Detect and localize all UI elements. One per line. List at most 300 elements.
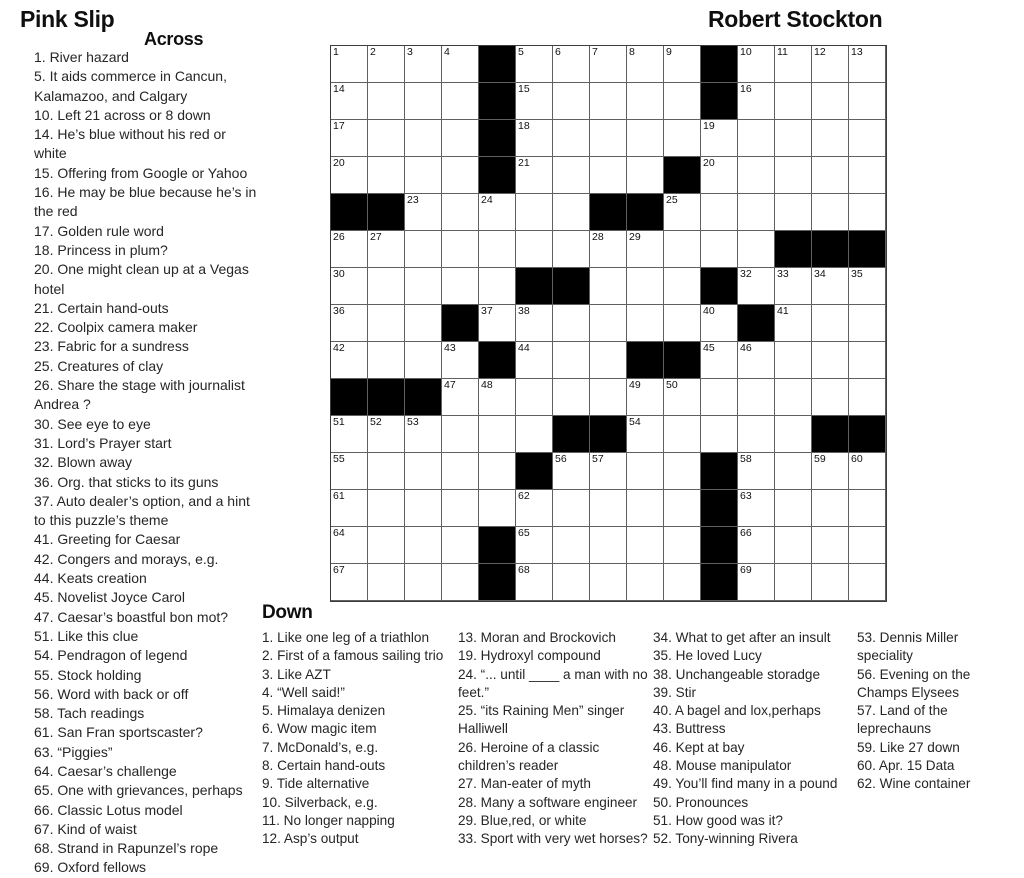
grid-cell-number: 54 (629, 416, 641, 428)
grid-cell-r9c0-black (331, 379, 368, 416)
grid-cell-r4c2[interactable] (405, 194, 442, 231)
grid-cell-r9c9[interactable] (664, 379, 701, 416)
grid-cell-r0c0[interactable] (331, 46, 368, 83)
grid-cell-r8c0[interactable] (331, 342, 368, 379)
down-clue-46: 46. Kept at bay (653, 739, 745, 755)
across-clue-17: 17. Golden rule word (34, 222, 164, 239)
grid-cell-r4c12[interactable] (775, 194, 812, 231)
grid-cell-r4c5[interactable] (516, 194, 553, 231)
grid-cell-r12c10-black (701, 490, 738, 527)
grid-cell-r9c8[interactable] (627, 379, 664, 416)
grid-cell-r4c6[interactable] (553, 194, 590, 231)
grid-cell-r1c7[interactable] (590, 83, 627, 120)
grid-cell-r13c3[interactable] (442, 527, 479, 564)
grid-cell-r2c14[interactable] (849, 120, 886, 157)
grid-cell-r10c0[interactable] (331, 416, 368, 453)
grid-cell-r0c12[interactable] (775, 46, 812, 83)
grid-cell-r2c8[interactable] (627, 120, 664, 157)
across-clue-44: 44. Keats creation (34, 570, 147, 587)
grid-cell-r6c5-black (516, 268, 553, 305)
grid-cell-r14c6[interactable] (553, 564, 590, 601)
grid-cell-r2c11[interactable] (738, 120, 775, 157)
grid-cell-r11c11[interactable] (738, 453, 775, 490)
grid-cell-r5c4[interactable] (479, 231, 516, 268)
across-clue-22: 22. Coolpix camera maker (34, 319, 198, 336)
grid-cell-r11c8[interactable] (627, 453, 664, 490)
grid-cell-number: 13 (851, 46, 863, 58)
grid-cell-r6c2[interactable] (405, 268, 442, 305)
down-clue-1: 1. Like one leg of a triathlon (262, 630, 430, 645)
grid-cell-r5c0[interactable] (331, 231, 368, 268)
grid-cell-r0c9[interactable] (664, 46, 701, 83)
grid-cell-r12c11[interactable] (738, 490, 775, 527)
grid-cell-number: 30 (333, 268, 345, 280)
grid-cell-r11c4[interactable] (479, 453, 516, 490)
across-clue-63: 63. “Piggies” (34, 743, 113, 760)
grid-cell-r7c9[interactable] (664, 305, 701, 342)
grid-cell-r11c13[interactable] (812, 453, 849, 490)
grid-cell-r11c14[interactable] (849, 453, 886, 490)
grid-cell-r3c11[interactable] (738, 157, 775, 194)
grid-cell-r11c7[interactable] (590, 453, 627, 490)
down-clue-57: 57. Land of the leprechauns (857, 703, 948, 737)
grid-cell-r0c2[interactable] (405, 46, 442, 83)
grid-cell-r1c2[interactable] (405, 83, 442, 120)
grid-cell-r3c4-black (479, 157, 516, 194)
grid-cell-r11c10-black (701, 453, 738, 490)
grid-cell-r4c9[interactable] (664, 194, 701, 231)
grid-cell-r14c5[interactable] (516, 564, 553, 601)
grid-cell-r12c6[interactable] (553, 490, 590, 527)
across-clue-21: 21. Certain hand-outs (34, 299, 169, 316)
grid-cell-r8c11[interactable] (738, 342, 775, 379)
grid-cell-r10c6-black (553, 416, 590, 453)
grid-cell-r8c4-black (479, 342, 516, 379)
grid-cell-r3c0[interactable] (331, 157, 368, 194)
across-clue-10: 10. Left 21 across or 8 down (34, 106, 211, 123)
grid-cell-number: 8 (629, 46, 635, 58)
down-clue-60: 60. Apr. 15 Data (857, 758, 955, 774)
across-clue-37: 37. Auto dealer’s option, and a hint to this puzzle’s theme (34, 492, 250, 529)
grid-cell-number: 6 (555, 46, 561, 58)
grid-cell-r3c7[interactable] (590, 157, 627, 194)
grid-cell-r3c14[interactable] (849, 157, 886, 194)
grid-cell-r13c8[interactable] (627, 527, 664, 564)
grid-cell-number: 33 (777, 268, 789, 280)
grid-cell-r8c2[interactable] (405, 342, 442, 379)
grid-cell-r1c6[interactable] (553, 83, 590, 120)
grid-cell-r6c14[interactable] (849, 268, 886, 305)
grid-cell-r14c7[interactable] (590, 564, 627, 601)
grid-cell-r9c14[interactable] (849, 379, 886, 416)
grid-cell-r6c8[interactable] (627, 268, 664, 305)
grid-cell-r8c6[interactable] (553, 342, 590, 379)
grid-cell-r12c12[interactable] (775, 490, 812, 527)
grid-cell-r14c14[interactable] (849, 564, 886, 601)
grid-cell-r7c1[interactable] (368, 305, 405, 342)
grid-cell-r6c9[interactable] (664, 268, 701, 305)
grid-cell-number: 20 (333, 157, 345, 169)
grid-cell-r1c14[interactable] (849, 83, 886, 120)
grid-cell-r12c0[interactable] (331, 490, 368, 527)
grid-cell-number: 9 (666, 46, 672, 58)
grid-cell-r6c0[interactable] (331, 268, 368, 305)
grid-cell-r6c12[interactable] (775, 268, 812, 305)
grid-cell-r12c2[interactable] (405, 490, 442, 527)
grid-cell-number: 52 (370, 416, 382, 428)
grid-cell-r12c13[interactable] (812, 490, 849, 527)
down-clue-5: 5. Himalaya denizen (262, 703, 386, 719)
grid-cell-r7c3-black (442, 305, 479, 342)
grid-cell-r11c3[interactable] (442, 453, 479, 490)
grid-cell-r1c8[interactable] (627, 83, 664, 120)
grid-cell-r7c13[interactable] (812, 305, 849, 342)
down-clue-19: 19. Hydroxyl compound (458, 648, 601, 664)
grid-cell-r14c13[interactable] (812, 564, 849, 601)
grid-cell-number: 46 (740, 342, 752, 354)
grid-cell-r0c5[interactable] (516, 46, 553, 83)
grid-cell-r8c7[interactable] (590, 342, 627, 379)
grid-cell-r6c7[interactable] (590, 268, 627, 305)
grid-cell-r9c13[interactable] (812, 379, 849, 416)
grid-cell-r3c5[interactable] (516, 157, 553, 194)
grid-cell-r5c6[interactable] (553, 231, 590, 268)
across-clue-25: 25. Creatures of clay (34, 357, 164, 374)
grid-cell-r2c1[interactable] (368, 120, 405, 157)
grid-cell-r3c6[interactable] (553, 157, 590, 194)
grid-cell-r0c6[interactable] (553, 46, 590, 83)
grid-cell-r1c12[interactable] (775, 83, 812, 120)
grid-cell-r6c1[interactable] (368, 268, 405, 305)
grid-cell-r3c10[interactable] (701, 157, 738, 194)
grid-cell-r14c11[interactable] (738, 564, 775, 601)
grid-cell-r12c7[interactable] (590, 490, 627, 527)
across-clue-61: 61. San Fran sportscaster? (34, 724, 203, 741)
grid-cell-r9c5[interactable] (516, 379, 553, 416)
grid-cell-r13c0[interactable] (331, 527, 368, 564)
grid-cell-r5c1[interactable] (368, 231, 405, 268)
grid-cell-r8c1[interactable] (368, 342, 405, 379)
grid-cell-r1c9[interactable] (664, 83, 701, 120)
grid-cell-r9c7[interactable] (590, 379, 627, 416)
across-clue-68: 68. Strand in Rapunzel’s rope (34, 840, 219, 857)
down-heading: Down (262, 602, 313, 623)
grid-cell-number: 64 (333, 527, 345, 539)
grid-cell-r14c3[interactable] (442, 564, 479, 601)
grid-cell-r9c12[interactable] (775, 379, 812, 416)
grid-cell-number: 68 (518, 564, 530, 576)
grid-cell-r2c6[interactable] (553, 120, 590, 157)
grid-cell-number: 49 (629, 379, 641, 391)
grid-cell-r12c1[interactable] (368, 490, 405, 527)
grid-cell-r11c1[interactable] (368, 453, 405, 490)
grid-cell-number: 15 (518, 83, 530, 95)
grid-cell-r2c3[interactable] (442, 120, 479, 157)
grid-cell-r0c7[interactable] (590, 46, 627, 83)
grid-cell-r6c13[interactable] (812, 268, 849, 305)
grid-cell-r0c8[interactable] (627, 46, 664, 83)
across-clue-15: 15. Offering from Google or Yahoo (34, 164, 248, 181)
grid-cell-r3c8[interactable] (627, 157, 664, 194)
grid-cell-number: 2 (370, 46, 376, 58)
down-clue-6: 6. Wow magic item (262, 721, 377, 737)
grid-cell-r8c12[interactable] (775, 342, 812, 379)
grid-cell-r1c1[interactable] (368, 83, 405, 120)
grid-cell-r10c5[interactable] (516, 416, 553, 453)
across-clue-16: 16. He may be blue because he’s in the red (34, 184, 257, 220)
grid-cell-r2c10[interactable] (701, 120, 738, 157)
across-clue-45: 45. Novelist Joyce Carol (34, 589, 185, 606)
down-clue-25: 25. “its Raining Men” singer Halliwell (458, 703, 625, 737)
grid-cell-r14c10-black (701, 564, 738, 601)
grid-cell-r7c4[interactable] (479, 305, 516, 342)
across-clue-5: 5. It aids commerce in Cancun, Kalamazoo, and Calgary (34, 68, 227, 104)
grid-cell-r4c8-black (627, 194, 664, 231)
grid-cell-r4c10[interactable] (701, 194, 738, 231)
grid-cell-r14c9[interactable] (664, 564, 701, 601)
crossword-grid (330, 45, 887, 602)
grid-cell-r1c0[interactable] (331, 83, 368, 120)
grid-cell-r3c2[interactable] (405, 157, 442, 194)
grid-cell-r4c3[interactable] (442, 194, 479, 231)
grid-cell-number: 55 (333, 453, 345, 465)
grid-cell-r5c12-black (775, 231, 812, 268)
grid-cell-r5c8[interactable] (627, 231, 664, 268)
grid-cell-r5c5[interactable] (516, 231, 553, 268)
grid-cell-r2c4-black (479, 120, 516, 157)
grid-cell-r13c5[interactable] (516, 527, 553, 564)
down-clue-26: 26. Heroine of a classic children’s reader (458, 739, 600, 774)
grid-cell-r6c6-black (553, 268, 590, 305)
grid-cell-r13c9[interactable] (664, 527, 701, 564)
down-clue-29: 29. Blue,red, or white (458, 812, 587, 828)
grid-cell-number: 48 (481, 379, 493, 391)
grid-cell-r14c4-black (479, 564, 516, 601)
grid-cell-r13c7[interactable] (590, 527, 627, 564)
grid-cell-r6c10-black (701, 268, 738, 305)
grid-cell-r2c5[interactable] (516, 120, 553, 157)
grid-cell-r4c13[interactable] (812, 194, 849, 231)
grid-cell-number: 3 (407, 46, 413, 58)
grid-cell-number: 37 (481, 305, 493, 317)
grid-cell-r11c2[interactable] (405, 453, 442, 490)
grid-cell-r0c13[interactable] (812, 46, 849, 83)
grid-cell-number: 19 (703, 120, 715, 132)
grid-cell-r13c14[interactable] (849, 527, 886, 564)
grid-cell-r5c10[interactable] (701, 231, 738, 268)
down-clue-column-4 (857, 629, 1003, 794)
grid-cell-r8c9-black (664, 342, 701, 379)
grid-cell-r8c13[interactable] (812, 342, 849, 379)
grid-cell-r1c11[interactable] (738, 83, 775, 120)
grid-cell-r11c6[interactable] (553, 453, 590, 490)
grid-cell-number: 51 (333, 416, 345, 428)
grid-cell-r7c10[interactable] (701, 305, 738, 342)
grid-cell-r4c14[interactable] (849, 194, 886, 231)
across-clue-23: 23. Fabric for a sundress (34, 338, 189, 355)
grid-cell-r7c14[interactable] (849, 305, 886, 342)
grid-cell-number: 65 (518, 527, 530, 539)
grid-cell-number: 60 (851, 453, 863, 465)
grid-cell-r10c9[interactable] (664, 416, 701, 453)
grid-cell-r2c12[interactable] (775, 120, 812, 157)
across-clue-65: 65. One with grievances, perhaps (34, 782, 243, 799)
grid-cell-r13c1[interactable] (368, 527, 405, 564)
across-clue-18: 18. Princess in plum? (34, 241, 168, 258)
grid-cell-r9c3[interactable] (442, 379, 479, 416)
across-clue-69: 69. Oxford fellows (34, 859, 147, 876)
down-clue-62: 62. Wine container (857, 776, 971, 792)
grid-cell-r13c6[interactable] (553, 527, 590, 564)
grid-cell-r10c2[interactable] (405, 416, 442, 453)
grid-cell-r7c8[interactable] (627, 305, 664, 342)
grid-cell-r0c4-black (479, 46, 516, 83)
grid-cell-r10c1[interactable] (368, 416, 405, 453)
grid-cell-r11c0[interactable] (331, 453, 368, 490)
across-clue-64: 64. Caesar’s challenge (34, 762, 177, 779)
grid-cell-r8c10[interactable] (701, 342, 738, 379)
grid-cell-r11c9[interactable] (664, 453, 701, 490)
grid-cell-r8c8-black (627, 342, 664, 379)
grid-cell-r9c6[interactable] (553, 379, 590, 416)
across-clue-14: 14. He’s blue without his red or white (34, 126, 226, 162)
across-clue-51: 51. Like this clue (34, 627, 139, 644)
grid-cell-r3c3[interactable] (442, 157, 479, 194)
grid-cell-number: 24 (481, 194, 493, 206)
grid-cell-number: 41 (777, 305, 789, 317)
grid-cell-r0c1[interactable] (368, 46, 405, 83)
grid-cell-r12c8[interactable] (627, 490, 664, 527)
down-clue-28: 28. Many a software engineer (458, 794, 638, 810)
down-clue-59: 59. Like 27 down (857, 739, 960, 755)
grid-cell-number: 12 (814, 46, 826, 58)
down-clue-33: 33. Sport with very wet horses? (458, 831, 648, 847)
grid-cell-r8c3[interactable] (442, 342, 479, 379)
grid-cell-r12c4[interactable] (479, 490, 516, 527)
grid-cell-r7c12[interactable] (775, 305, 812, 342)
down-clue-34: 34. What to get after an insult (653, 630, 831, 645)
grid-cell-r3c12[interactable] (775, 157, 812, 194)
grid-cell-r14c0[interactable] (331, 564, 368, 601)
grid-cell-r11c12[interactable] (775, 453, 812, 490)
grid-cell-r2c7[interactable] (590, 120, 627, 157)
down-clue-3: 3. Like AZT (262, 666, 331, 682)
grid-cell-r7c5[interactable] (516, 305, 553, 342)
down-clue-2: 2. First of a famous sailing trio (262, 648, 444, 664)
grid-cell-r0c3[interactable] (442, 46, 479, 83)
grid-cell-r10c14-black (849, 416, 886, 453)
grid-cell-number: 7 (592, 46, 598, 58)
grid-cell-r4c7-black (590, 194, 627, 231)
grid-cell-number: 61 (333, 490, 345, 502)
grid-cell-r12c14[interactable] (849, 490, 886, 527)
down-clue-38: 38. Unchangeable storadge (653, 666, 821, 682)
grid-cell-number: 62 (518, 490, 530, 502)
grid-cell-r14c2[interactable] (405, 564, 442, 601)
grid-cell-number: 57 (592, 453, 604, 465)
grid-cell-r6c4[interactable] (479, 268, 516, 305)
grid-cell-r3c13[interactable] (812, 157, 849, 194)
grid-cell-r12c3[interactable] (442, 490, 479, 527)
grid-cell-number: 36 (333, 305, 345, 317)
grid-cell-r5c11[interactable] (738, 231, 775, 268)
grid-cell-r2c9[interactable] (664, 120, 701, 157)
grid-cell-r7c6[interactable] (553, 305, 590, 342)
down-clue-52: 52. Tony-winning Rivera (653, 831, 798, 847)
grid-cell-r14c12[interactable] (775, 564, 812, 601)
grid-cell-number: 20 (703, 157, 715, 169)
grid-cell-r13c12[interactable] (775, 527, 812, 564)
grid-cell-r5c2[interactable] (405, 231, 442, 268)
grid-cell-r11c5-black (516, 453, 553, 490)
across-clue-55: 55. Stock holding (34, 666, 142, 683)
grid-cell-r13c4-black (479, 527, 516, 564)
grid-cell-r2c13[interactable] (812, 120, 849, 157)
grid-cell-r7c2[interactable] (405, 305, 442, 342)
grid-cell-r9c4[interactable] (479, 379, 516, 416)
grid-cell-r0c14[interactable] (849, 46, 886, 83)
grid-cell-r6c11[interactable] (738, 268, 775, 305)
across-clue-31: 31. Lord’s Prayer start (34, 434, 172, 451)
grid-cell-r5c3[interactable] (442, 231, 479, 268)
grid-cell-r10c11[interactable] (738, 416, 775, 453)
grid-cell-r13c2[interactable] (405, 527, 442, 564)
grid-cell-r0c11[interactable] (738, 46, 775, 83)
grid-cell-r7c0[interactable] (331, 305, 368, 342)
across-clue-41: 41. Greeting for Caesar (34, 531, 181, 548)
down-clue-50: 50. Pronounces (653, 794, 749, 810)
grid-cell-number: 25 (666, 194, 678, 206)
grid-cell-r13c13[interactable] (812, 527, 849, 564)
grid-cell-r2c0[interactable] (331, 120, 368, 157)
grid-cell-r14c8[interactable] (627, 564, 664, 601)
grid-cell-r7c7[interactable] (590, 305, 627, 342)
grid-cell-r14c1[interactable] (368, 564, 405, 601)
grid-cell-r1c5[interactable] (516, 83, 553, 120)
grid-cell-r1c3[interactable] (442, 83, 479, 120)
grid-cell-r9c11[interactable] (738, 379, 775, 416)
grid-cell-r3c1[interactable] (368, 157, 405, 194)
grid-cell-r5c9[interactable] (664, 231, 701, 268)
grid-cell-r9c10[interactable] (701, 379, 738, 416)
grid-cell-r10c4[interactable] (479, 416, 516, 453)
grid-cell-number: 50 (666, 379, 678, 391)
grid-cell-r4c4[interactable] (479, 194, 516, 231)
grid-cell-r13c11[interactable] (738, 527, 775, 564)
grid-cell-r10c3[interactable] (442, 416, 479, 453)
grid-cell-r8c5[interactable] (516, 342, 553, 379)
grid-cell-r12c9[interactable] (664, 490, 701, 527)
grid-cell-r6c3[interactable] (442, 268, 479, 305)
grid-cell-r4c11[interactable] (738, 194, 775, 231)
grid-cell-r12c5[interactable] (516, 490, 553, 527)
across-clue-36: 36. Org. that sticks to its guns (34, 473, 219, 490)
grid-cell-number: 1 (333, 46, 339, 58)
grid-cell-r1c4-black (479, 83, 516, 120)
grid-cell-r1c13[interactable] (812, 83, 849, 120)
grid-cell-r10c10[interactable] (701, 416, 738, 453)
grid-cell-r9c2-black (405, 379, 442, 416)
grid-cell-r9c1-black (368, 379, 405, 416)
grid-cell-number: 35 (851, 268, 863, 280)
grid-cell-r10c12[interactable] (775, 416, 812, 453)
down-clue-48: 48. Mouse manipulator (653, 758, 792, 774)
grid-cell-r10c8[interactable] (627, 416, 664, 453)
grid-cell-r2c2[interactable] (405, 120, 442, 157)
grid-cell-number: 66 (740, 527, 752, 539)
grid-cell-r5c7[interactable] (590, 231, 627, 268)
grid-cell-r8c14[interactable] (849, 342, 886, 379)
